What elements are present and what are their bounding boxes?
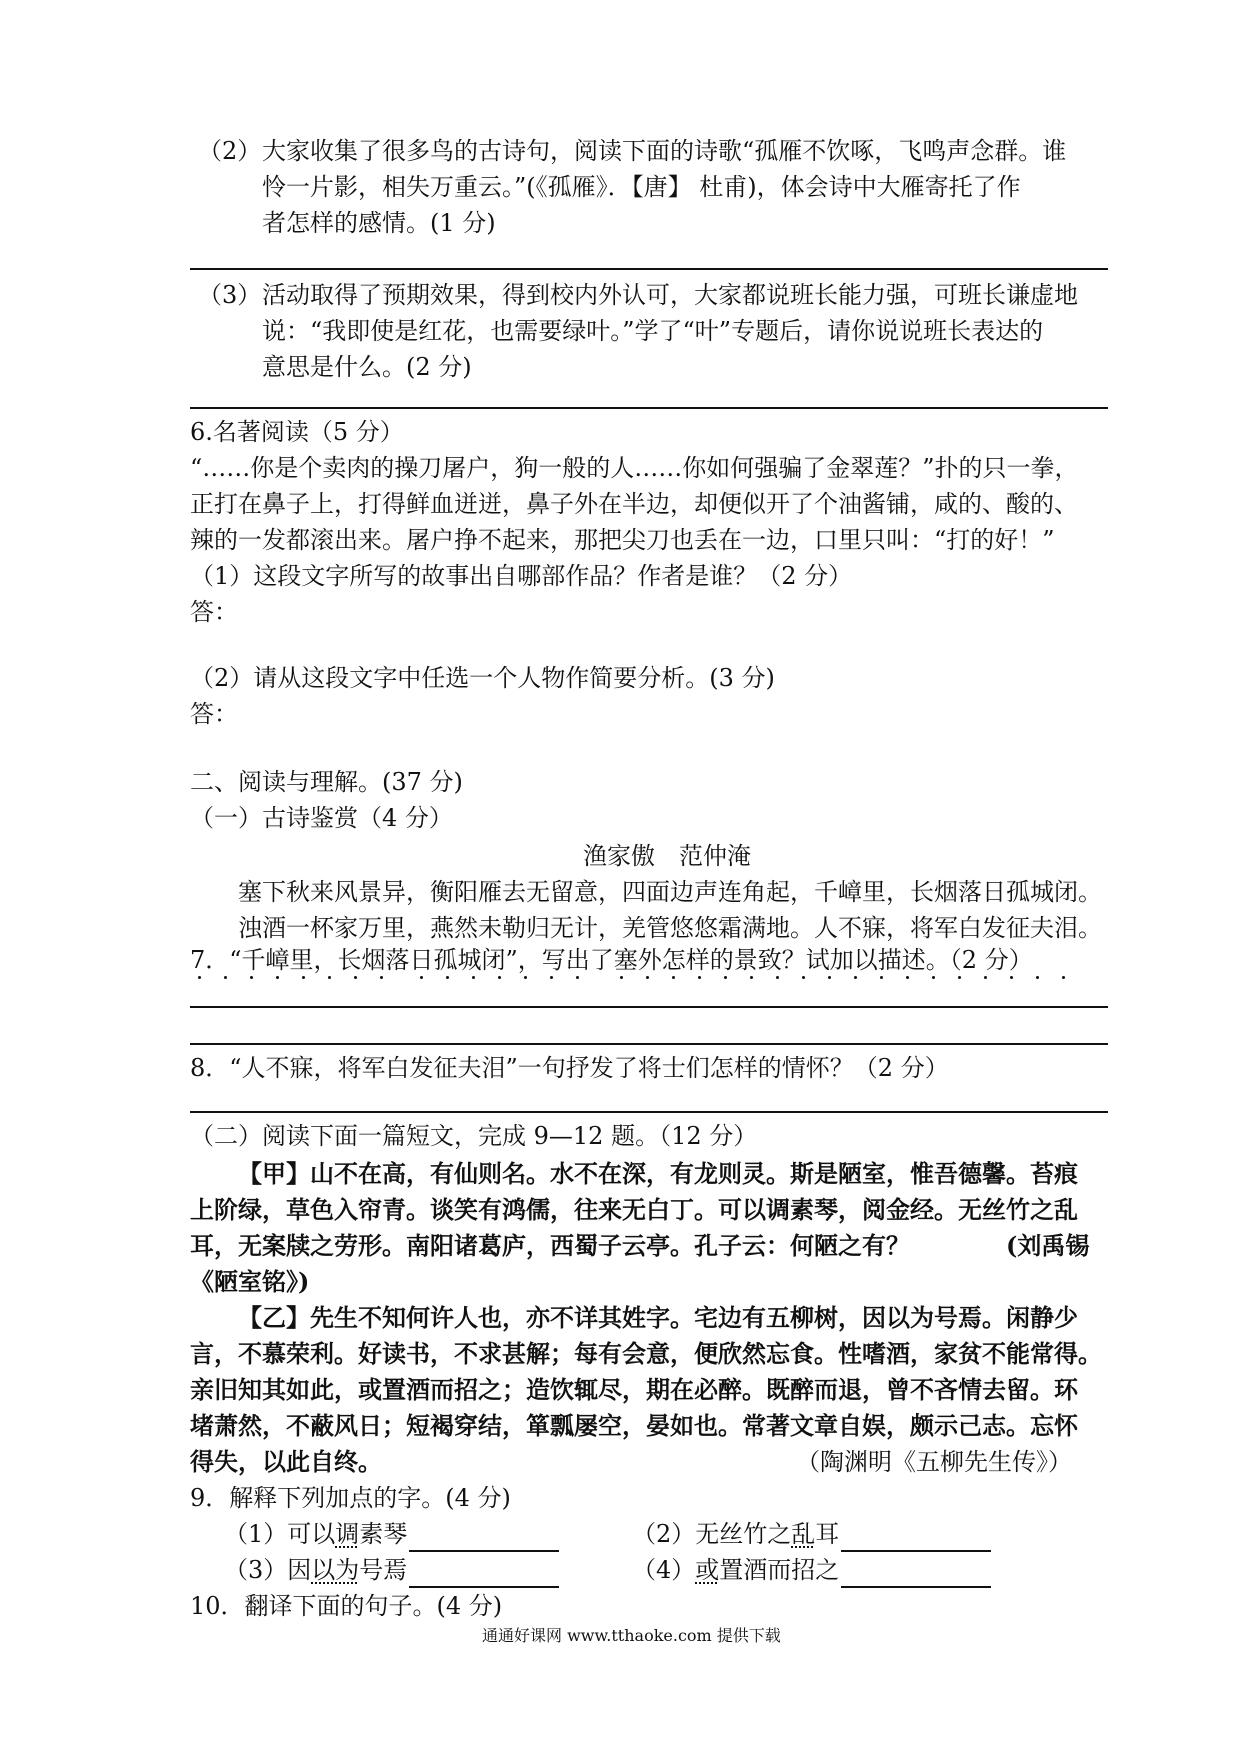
q6-answer-label-2: 答：: [190, 700, 238, 728]
q6-title: 6.名著阅读（5 分）: [190, 418, 404, 446]
emphasis-dot: [498, 976, 501, 979]
q10-title: 10．翻译下面的句子。(4 分): [190, 1592, 503, 1620]
page-footer: 通通好课网 www.tthaoke.com 提供下载: [482, 1626, 781, 1645]
q6-passage-line-1: “……你是个卖肉的操刀屠户，狗一般的人……你如何强骗了金翠莲？”扑的只一拳，: [190, 454, 1079, 482]
emphasis-dot: [854, 976, 857, 979]
emphasis-dot: [672, 976, 675, 979]
q9-item-3: （3）因以为号焉: [224, 1552, 559, 1588]
section-2-title: 二、阅读与理解。(37 分): [190, 768, 463, 796]
q6-passage-line-3: 辣的一发都滚出来。屠户挣不起来，那把尖刀也丢在一边，口里只叫：“打的好！”: [190, 526, 1055, 554]
passage-yi-line-4: 堵萧然，不蔽风日；短褐穿结，箪瓢屡空，晏如也。常著文章自娱，颇示己志。忘怀: [190, 1411, 1078, 1440]
emphasis-dot: [576, 976, 579, 979]
emphasis-dot: [1062, 976, 1065, 979]
q6-sub-question-2: （2）请从这段文字中任选一个人物作简要分析。(3 分): [190, 664, 775, 692]
emphasis-dot: [446, 976, 449, 979]
answer-line: [190, 1111, 1108, 1113]
section-2-part-1-title: （一）古诗鉴赏（4 分）: [190, 804, 453, 832]
emphasis-dot: [1010, 976, 1013, 979]
emphasized-char: 乱: [791, 1520, 816, 1548]
emphasis-dot: [620, 976, 623, 979]
emphasis-dot: [250, 976, 253, 979]
q3-line-3: 意思是什么。(2 分): [262, 353, 472, 381]
q9-item-2: （2）无丝竹之乱耳: [632, 1516, 991, 1552]
answer-line: [190, 1043, 1108, 1045]
passage-yi-line-3: 亲旧知其如此，或置酒而招之；造饮辄尽，期在必醉。既醉而退，曾不吝情去留。环: [190, 1375, 1078, 1404]
answer-line: [190, 407, 1108, 409]
q2-line-2: 怜一片影，相失万重云。”(《孤雁》．【唐】 杜甫)，体会诗中大雁寄托了作: [262, 173, 1021, 201]
answer-blank[interactable]: [841, 1560, 991, 1588]
emphasis-dot: [828, 976, 831, 979]
q8-text: 8．“人不寐，将军白发征夫泪”一句抒发了将士们怎样的情怀？（2 分）: [190, 1054, 949, 1082]
emphasized-char: 以为: [311, 1556, 360, 1584]
emphasis-dots: [190, 976, 1090, 986]
passage-yi-line-2: 言，不慕荣利。好读书，不求甚解；每有会意，便欣然忘食。性嗜酒，家贫不能常得。: [190, 1339, 1102, 1368]
emphasis-dot: [420, 976, 423, 979]
emphasis-dot: [276, 976, 279, 979]
q9-title: 9．解释下列加点的字。(4 分): [190, 1484, 511, 1512]
emphasis-dot: [984, 976, 987, 979]
poem-title: 渔家傲 范仲淹: [583, 842, 751, 870]
passage-yi-line-5: 得失，以此自终。: [190, 1447, 382, 1476]
passage-jia-line-2: 上阶绿，草色入帘青。谈笑有鸿儒，往来无白丁。可以调素琴，阅金经。无丝竹之乱: [190, 1195, 1078, 1224]
passage-jia-line-3: 耳，无案牍之劳形。南阳诸葛庐，西蜀子云亭。孔子云：何陋之有？: [190, 1231, 910, 1260]
emphasis-dot: [550, 976, 553, 979]
emphasis-dot: [1036, 976, 1039, 979]
answer-blank[interactable]: [841, 1524, 991, 1552]
emphasis-dot: [724, 976, 727, 979]
q3-line-1: 活动取得了预期效果，得到校内外认可，大家都说班长能力强，可班长谦虚地: [262, 281, 1078, 309]
emphasis-dot: [698, 976, 701, 979]
emphasis-dot: [524, 976, 527, 979]
passage-yi-source: （陶渊明《五柳先生传》）: [796, 1448, 1072, 1476]
emphasis-dot: [906, 976, 909, 979]
q2-number: （2）: [198, 137, 262, 165]
q2-line-1: 大家收集了很多鸟的古诗句，阅读下面的诗歌“孤雁不饮啄，飞鸣声念群。谁: [262, 137, 1067, 165]
q6-passage-line-2: 正打在鼻子上，打得鲜血迸迸，鼻子外在半边，却便似开了个油酱铺，咸的、酸的、: [190, 490, 1078, 518]
emphasis-dot: [932, 976, 935, 979]
passage-jia-source-b: 《陋室铭》): [190, 1267, 310, 1296]
q9-item-1: （1）可以调素琴: [224, 1516, 559, 1552]
emphasis-dot: [750, 976, 753, 979]
emphasis-dot: [646, 976, 649, 979]
q6-sub-question-1: （1）这段文字所写的故事出自哪部作品？作者是谁？（2 分）: [190, 562, 853, 590]
q3-line-2: 说：“我即使是红花，也需要绿叶。”学了“叶”专题后，请你说说班长表达的: [262, 317, 1044, 345]
emphasis-dot: [776, 976, 779, 979]
emphasized-char: 或: [695, 1556, 720, 1584]
passage-yi-line-1: 【乙】先生不知何许人也，亦不详其姓字。宅边有五柳树，因以为号焉。闲静少: [238, 1303, 1078, 1332]
q2-line-3: 者怎样的感情。(1 分): [262, 209, 496, 237]
emphasized-char: 调: [335, 1520, 360, 1548]
emphasis-dot: [224, 976, 227, 979]
q7-text: 7．“千嶂里，长烟落日孤城闭”，写出了塞外怎样的景致？试加以描述。（2 分）: [190, 946, 1033, 974]
emphasis-dot: [802, 976, 805, 979]
passage-jia-line-1: 【甲】山不在高，有仙则名。水不在深，有龙则灵。斯是陋室，惟吾德馨。苔痕: [238, 1159, 1078, 1188]
emphasis-dot: [958, 976, 961, 979]
answer-blank[interactable]: [409, 1524, 559, 1552]
emphasis-dot: [302, 976, 305, 979]
q9-item-4: （4）或置酒而招之: [632, 1552, 991, 1588]
part-2-title: （二）阅读下面一篇短文，完成 9—12 题。（12 分）: [190, 1122, 758, 1150]
emphasis-dot: [328, 976, 331, 979]
emphasis-dot: [380, 976, 383, 979]
passage-jia-source-a: (刘禹锡: [1006, 1231, 1090, 1260]
emphasis-dot: [198, 976, 201, 979]
answer-line: [190, 1006, 1108, 1008]
poem-line-1: 塞下秋来风景异，衡阳雁去无留意，四面边声连角起，千嶂里，长烟落日孤城闭。: [238, 878, 1102, 906]
answer-blank[interactable]: [409, 1560, 559, 1588]
q6-answer-label-1: 答：: [190, 598, 238, 626]
emphasis-dot: [880, 976, 883, 979]
answer-line: [190, 268, 1108, 270]
emphasis-dot: [472, 976, 475, 979]
q3-number: （3）: [198, 281, 262, 309]
poem-line-2: 浊酒一杯家万里，燕然未勒归无计，羌管悠悠霜满地。人不寐，将军白发征夫泪。: [238, 914, 1102, 942]
emphasis-dot: [354, 976, 357, 979]
